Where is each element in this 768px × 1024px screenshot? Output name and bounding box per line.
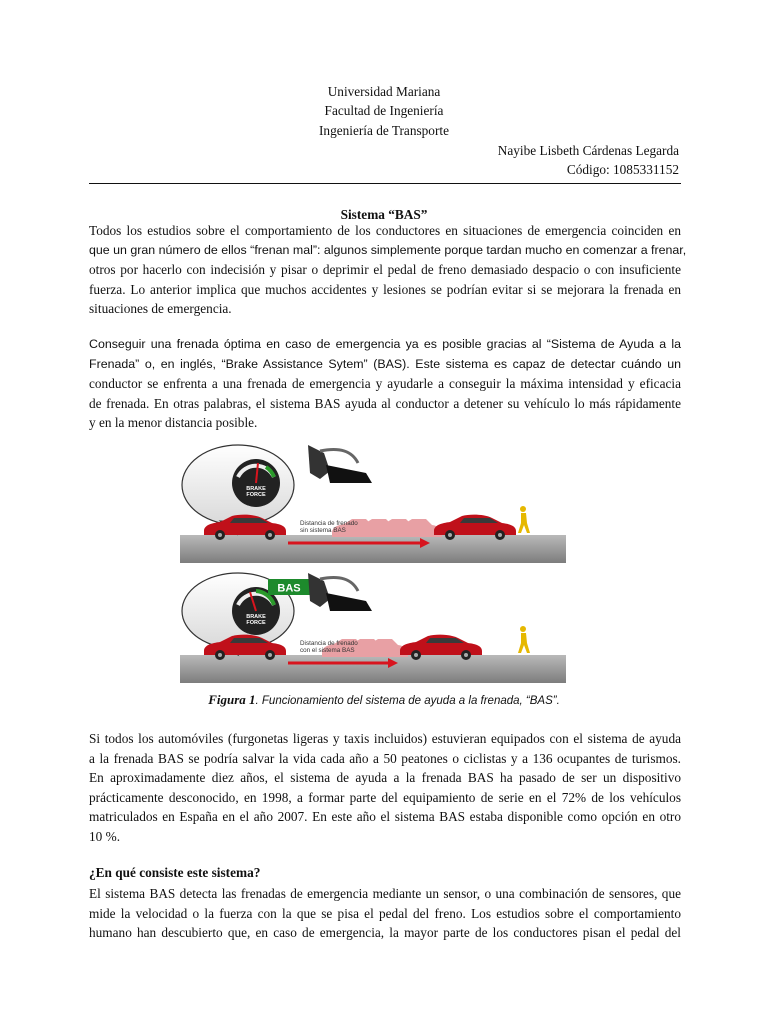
paragraph-2-line: y en la menor distancia posible. — [89, 415, 258, 430]
paragraph-1-line: Todos los estudios sobre el comportamiento de los conductores en situaciones de emergencia coinciden en — [89, 223, 681, 238]
road — [180, 655, 566, 683]
university-name: Universidad Mariana — [327, 84, 441, 99]
figure-label: Figura 1 — [208, 692, 256, 707]
paragraph-3-line: En aproximadamente diez años, el sistema de ayuda a la frenada BAS ha pasado de ser un dispositivo — [89, 770, 681, 785]
program-name: Ingeniería de Transporte — [319, 123, 449, 138]
paragraph-4-line: humano han descubierto que, en caso de emergencia, la mayor parte de los conductores pisan el pedal del — [89, 925, 681, 940]
figure-caption — [0, 692, 768, 708]
pedestrian — [518, 626, 530, 653]
panel-with-bas — [180, 573, 566, 683]
paragraph-1 — [89, 221, 687, 319]
gauge-label: FORCE — [246, 492, 266, 498]
paragraph-1-line: situaciones de emergencia. — [89, 301, 232, 316]
paragraph-3-line: Si todos los automóviles (furgonetas ligeras y taxis incluidos) estuvieran equipados con el sistema de ayuda — [89, 731, 681, 746]
distance-label: Distancia de frenado — [300, 520, 358, 527]
paragraph-2 — [89, 335, 681, 433]
student-code: Código: 1085331152 — [566, 162, 679, 177]
paragraph-4-line: El sistema BAS detecta las frenadas de emergencia mediante un sensor, o una combinación de sensores, que — [89, 886, 681, 901]
bas-figure — [180, 443, 566, 683]
distance-label: con el sistema BAS — [300, 647, 355, 654]
header-divider — [89, 183, 681, 184]
paragraph-3-line: matriculados en España en el año 2007. En este año el sistema BAS estaba disponible como opción en otro — [89, 809, 681, 824]
gauge-label: FORCE — [246, 620, 266, 626]
paragraph-3-line: prácticamente desconocido, en 1998, a formar parte del equipamiento de serie en el 72% de los vehículos — [89, 789, 681, 805]
paragraph-2-line: de frenada. En otras palabras, el sistema BAS ayuda al conductor a detener su vehículo lo más rápidamente — [89, 395, 681, 411]
bas-badge — [268, 579, 310, 595]
paragraph-2-line: Frenada” o, en inglés, “Brake Assistance Sytem” (BAS). Este sistema es capaz de detectar cuándo un — [89, 356, 681, 371]
paragraph-1-line: que un gran número de ellos “frenan mal”: algunos simplemente porque tardan mucho en comenzar a frenar, — [89, 242, 687, 257]
road — [180, 535, 566, 563]
paragraph-2-line: conductor se enfrenta a una frenada de emergencia y ayudarle a conseguir la máxima intensidad y eficacia — [89, 376, 681, 391]
paragraph-4 — [89, 884, 681, 943]
paragraph-3-line: 10 %. — [89, 828, 121, 844]
section-heading: ¿En qué consiste este sistema? — [89, 865, 261, 880]
paragraph-3-line: a la frenada BAS se podría salvar la vida cada año a 50 peatones o ciclistas y a 136 ocupantes de turismos. — [89, 750, 681, 766]
paragraph-1-line: otros por hacerlo con indecisión y pisar o deprimir el pedal de freno demasiado despacio o con insuficiente — [89, 262, 681, 277]
figure-caption-text: . Funcionamiento del sistema de ayuda a la frenada, “BAS”. — [255, 695, 560, 707]
brake-pedal — [308, 573, 372, 611]
faculty-name: Facultad de Ingeniería — [324, 103, 444, 118]
brake-force-gauge — [232, 459, 280, 507]
gauge-label: BRAKE — [246, 614, 266, 620]
document-title: Sistema “BAS” — [340, 207, 428, 222]
pedestrian — [518, 506, 530, 533]
paragraph-1-line: fuerza. Lo anterior implica que muchos accidentes y lesiones se podrían evitar si se mejorara la frenada en — [89, 281, 681, 297]
panel-without-bas — [180, 445, 566, 563]
gauge-label: BRAKE — [246, 486, 266, 492]
paragraph-2-line: Conseguir una frenada óptima en caso de emergencia ya es posible gracias al “Sistema de Ayuda a la — [89, 337, 681, 351]
paragraph-4-line: mide la velocidad o la fuerza con la que se pisa el pedal del freno. Los estudios sobre el comportamiento — [89, 905, 681, 921]
bas-badge-text: BAS — [277, 582, 301, 595]
distance-label: sin sistema BAS — [300, 527, 346, 534]
distance-label: Distancia de frenado — [300, 640, 358, 647]
paragraph-3 — [89, 729, 681, 846]
author-name: Nayibe Lisbeth Cárdenas Legarda — [497, 143, 679, 158]
brake-pedal — [308, 445, 372, 483]
